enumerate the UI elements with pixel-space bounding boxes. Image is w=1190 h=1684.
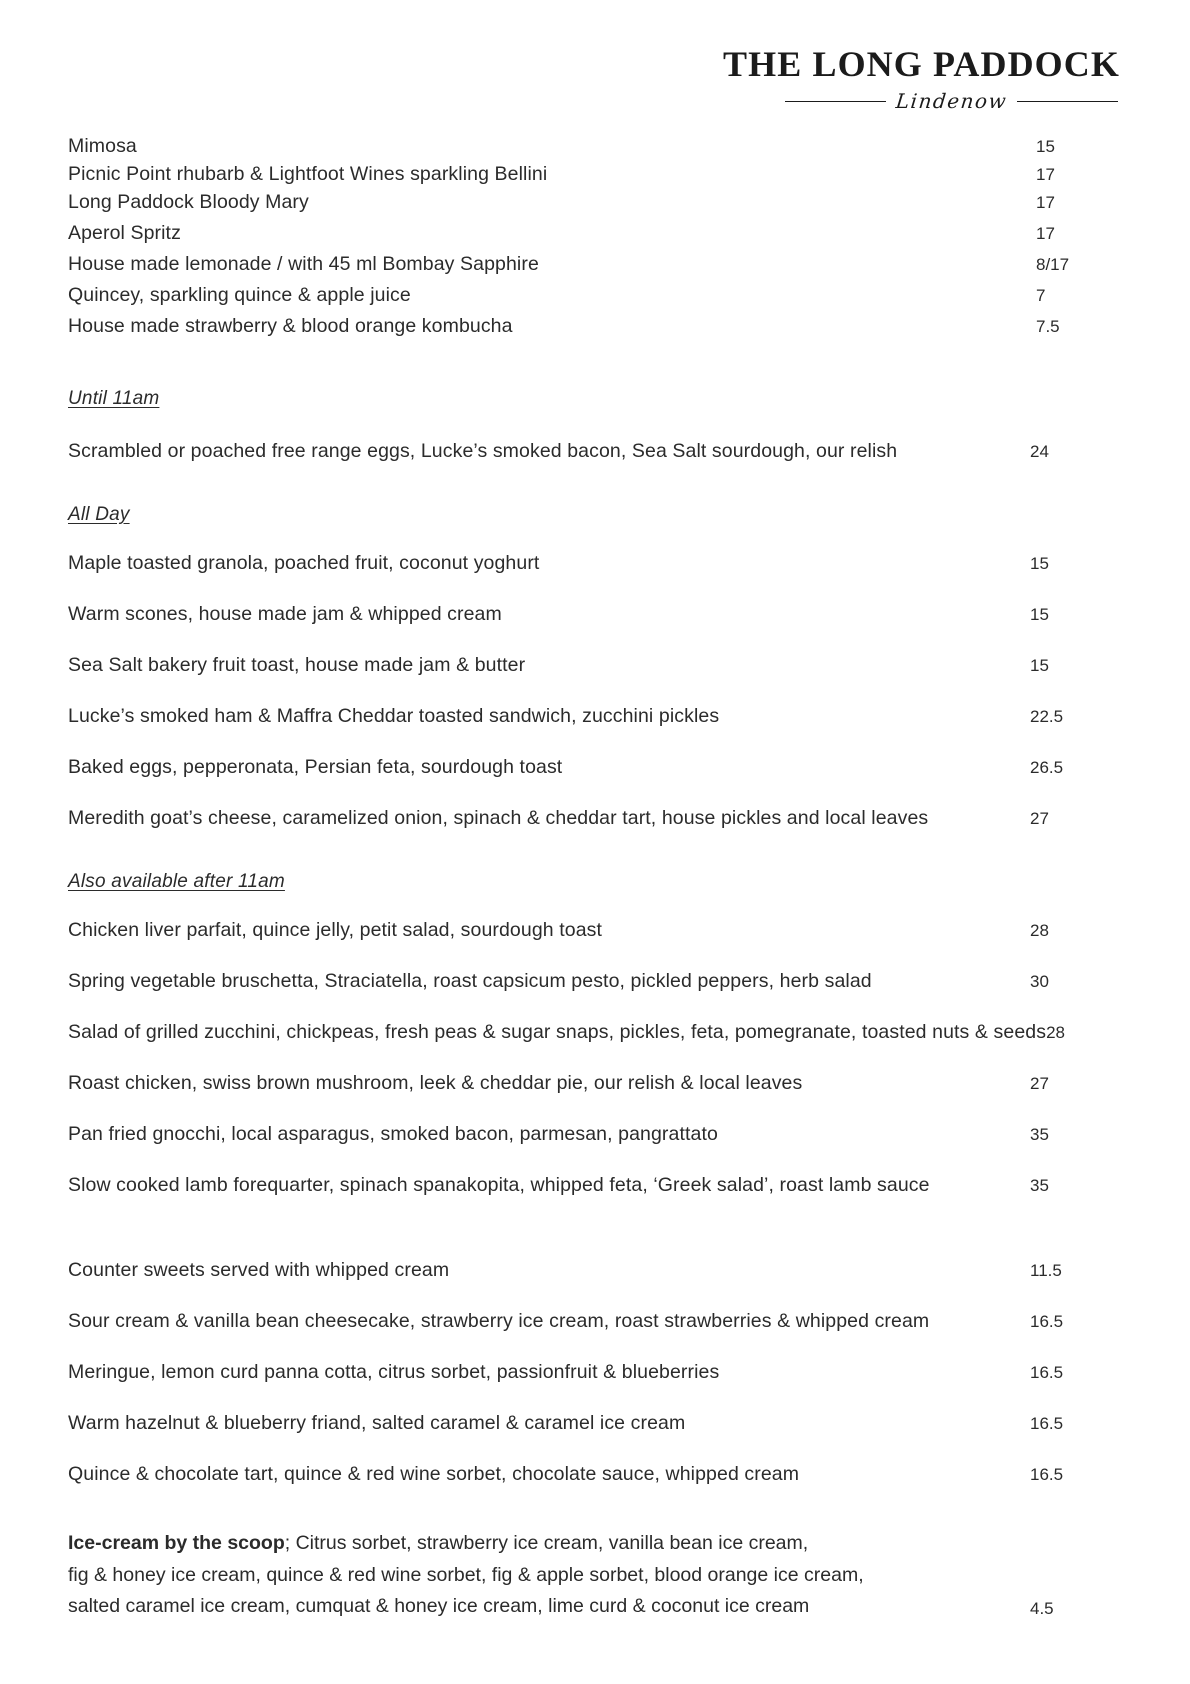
menu-item-name: Lucke’s smoked ham & Maffra Cheddar toasted sandwich, zucchini pickles — [68, 705, 720, 727]
menu-item-row — [68, 603, 1120, 626]
brand-script: Lindenow — [894, 89, 1009, 113]
ice-cream-by-the-scoop — [68, 1528, 1120, 1623]
section-heading: All Day — [68, 504, 130, 525]
menu-item-price: 27 — [1030, 1074, 1049, 1093]
menu-item-name: Maple toasted granola, poached fruit, coconut yoghurt — [68, 552, 540, 574]
menu-item-price: 15 — [1030, 656, 1049, 675]
menu-item-name: Pan fried gnocchi, local asparagus, smoked bacon, parmesan, pangrattato — [68, 1123, 718, 1145]
menu-item-price: 15 — [1030, 554, 1049, 573]
menu-item-name: Warm hazelnut & blueberry friand, salted caramel & caramel ice cream — [68, 1412, 686, 1434]
menu-item-name: Slow cooked lamb forequarter, spinach spanakopita, whipped feta, ‘Greek salad’, roast lamb sauce — [68, 1174, 930, 1196]
drink-name: Aperol Spritz — [68, 222, 181, 244]
drink-name: Quincey, sparkling quince & apple juice — [68, 284, 411, 306]
drink-price: 17 — [1036, 193, 1055, 212]
drink-name: Mimosa — [68, 135, 137, 157]
menu-item-name: Meringue, lemon curd panna cotta, citrus sorbet, passionfruit & blueberries — [68, 1361, 720, 1383]
menu-item-price: 16.5 — [1030, 1414, 1064, 1433]
scoop-line-3-row — [68, 1591, 1120, 1623]
menu-item-name: Salad of grilled zucchini, chickpeas, fresh peas & sugar snaps, pickles, feta, pomegranate, toasted nuts & seeds — [68, 1021, 1047, 1043]
menu-item-price: 16.5 — [1030, 1465, 1064, 1484]
drink-row — [68, 163, 1120, 186]
menu-item-name: Sea Salt bakery fruit toast, house made jam & butter — [68, 654, 526, 676]
menu-item-name: Quince & chocolate tart, quince & red wine sorbet, chocolate sauce, whipped cream — [68, 1463, 800, 1485]
menu-sections — [68, 388, 1120, 1486]
menu-item-row — [68, 1174, 1120, 1197]
menu-section — [68, 388, 1120, 463]
menu-item-row — [68, 1123, 1120, 1146]
menu-item-name: Chicken liver parfait, quince jelly, petit salad, sourdough toast — [68, 919, 603, 941]
scoop-line-3-text: salted caramel ice cream, cumquat & honey ice cream, lime curd & coconut ice cream — [68, 1595, 810, 1618]
section-heading: Until 11am — [68, 388, 160, 409]
menu-item-price: 24 — [1030, 442, 1049, 461]
menu-item-row — [68, 1463, 1120, 1486]
scoop-line-1 — [68, 1528, 1120, 1560]
menu-item-price: 28 — [1046, 1023, 1065, 1042]
drink-price: 7 — [1036, 286, 1046, 305]
menu-item-row — [68, 970, 1120, 993]
menu-item-row — [68, 919, 1120, 942]
menu-item-price: 35 — [1030, 1176, 1049, 1195]
drink-name: Picnic Point rhubarb & Lightfoot Wines sparkling Bellini — [68, 163, 548, 185]
brand-title: THE LONG PADDOCK — [723, 44, 1120, 84]
menu-section — [68, 1259, 1120, 1486]
menu-item-row — [68, 1361, 1120, 1384]
menu-item-price: 22.5 — [1030, 707, 1064, 726]
section-heading: Also available after 11am — [68, 871, 285, 892]
menu-item-row — [68, 1259, 1120, 1282]
menu-item-name: Warm scones, house made jam & whipped cream — [68, 603, 502, 625]
menu-item-price: 30 — [1030, 972, 1049, 991]
menu-item-row — [68, 705, 1120, 728]
brand-rule-right-icon — [1017, 101, 1118, 102]
menu-item-name: Counter sweets served with whipped cream — [68, 1259, 450, 1281]
scoop-line-1-text: ; Citrus sorbet, strawberry ice cream, vanilla bean ice cream, — [284, 1532, 809, 1554]
menu-item-price: 16.5 — [1030, 1363, 1064, 1382]
menu-item-name: Sour cream & vanilla bean cheesecake, strawberry ice cream, roast strawberries & whipped cream — [68, 1310, 930, 1332]
drink-name: Long Paddock Bloody Mary — [68, 191, 309, 213]
menu-item-row — [68, 756, 1120, 779]
menu-item-price: 27 — [1030, 809, 1049, 828]
drink-price: 8/17 — [1036, 255, 1070, 274]
menu-item-price: 35 — [1030, 1125, 1049, 1144]
drink-row — [68, 253, 1120, 276]
scoop-price: 4.5 — [1030, 1599, 1054, 1619]
menu-item-name: Spring vegetable bruschetta, Straciatella, roast capsicum pesto, pickled peppers, herb salad — [68, 970, 872, 992]
brand-rule-left-icon — [785, 101, 886, 102]
scoop-line-2: fig & honey ice cream, quince & red wine sorbet, fig & apple sorbet, blood orange ice cream, — [68, 1563, 864, 1586]
menu-section — [68, 504, 1120, 830]
menu-item-row — [68, 1412, 1120, 1435]
drink-row — [68, 222, 1120, 245]
drink-price: 17 — [1036, 165, 1055, 184]
drink-price: 15 — [1036, 137, 1055, 156]
menu-item-row — [68, 807, 1120, 830]
menu-item-price: 11.5 — [1030, 1261, 1062, 1280]
drink-price: 17 — [1036, 224, 1055, 243]
menu-item-name: Roast chicken, swiss brown mushroom, leek & cheddar pie, our relish & local leaves — [68, 1072, 803, 1094]
menu-item-row — [68, 1072, 1120, 1095]
drink-name: House made strawberry & blood orange kombucha — [68, 315, 513, 337]
drink-name: House made lemonade / with 45 ml Bombay Sapphire — [68, 253, 539, 275]
menu-item-row — [68, 654, 1120, 677]
drinks-list — [68, 135, 1120, 338]
menu-item-price: 16.5 — [1030, 1312, 1064, 1331]
menu-item-name: Scrambled or poached free range eggs, Lucke’s smoked bacon, Sea Salt sourdough, our relish — [68, 440, 898, 462]
drink-row — [68, 191, 1120, 214]
menu-item-name: Baked eggs, pepperonata, Persian feta, sourdough toast — [68, 756, 563, 778]
drink-row — [68, 135, 1120, 158]
menu-item-row — [68, 1310, 1120, 1333]
menu-item-price: 28 — [1030, 921, 1049, 940]
menu-section — [68, 871, 1120, 1197]
menu-item-row — [68, 552, 1120, 575]
menu-item-name: Meredith goat’s cheese, caramelized onion, spinach & cheddar tart, house pickles and local leaves — [68, 807, 929, 829]
brand-subtitle-row — [785, 89, 1118, 113]
brand-logo — [68, 0, 1120, 113]
menu-item-price: 15 — [1030, 605, 1049, 624]
menu-item-price: 26.5 — [1030, 758, 1064, 777]
drink-row — [68, 284, 1120, 307]
menu-item-row — [68, 440, 1120, 463]
drink-price: 7.5 — [1036, 317, 1060, 336]
scoop-lead-label: Ice-cream by the scoop — [68, 1532, 285, 1554]
menu-item-row — [68, 1021, 1120, 1044]
drink-row — [68, 315, 1120, 338]
